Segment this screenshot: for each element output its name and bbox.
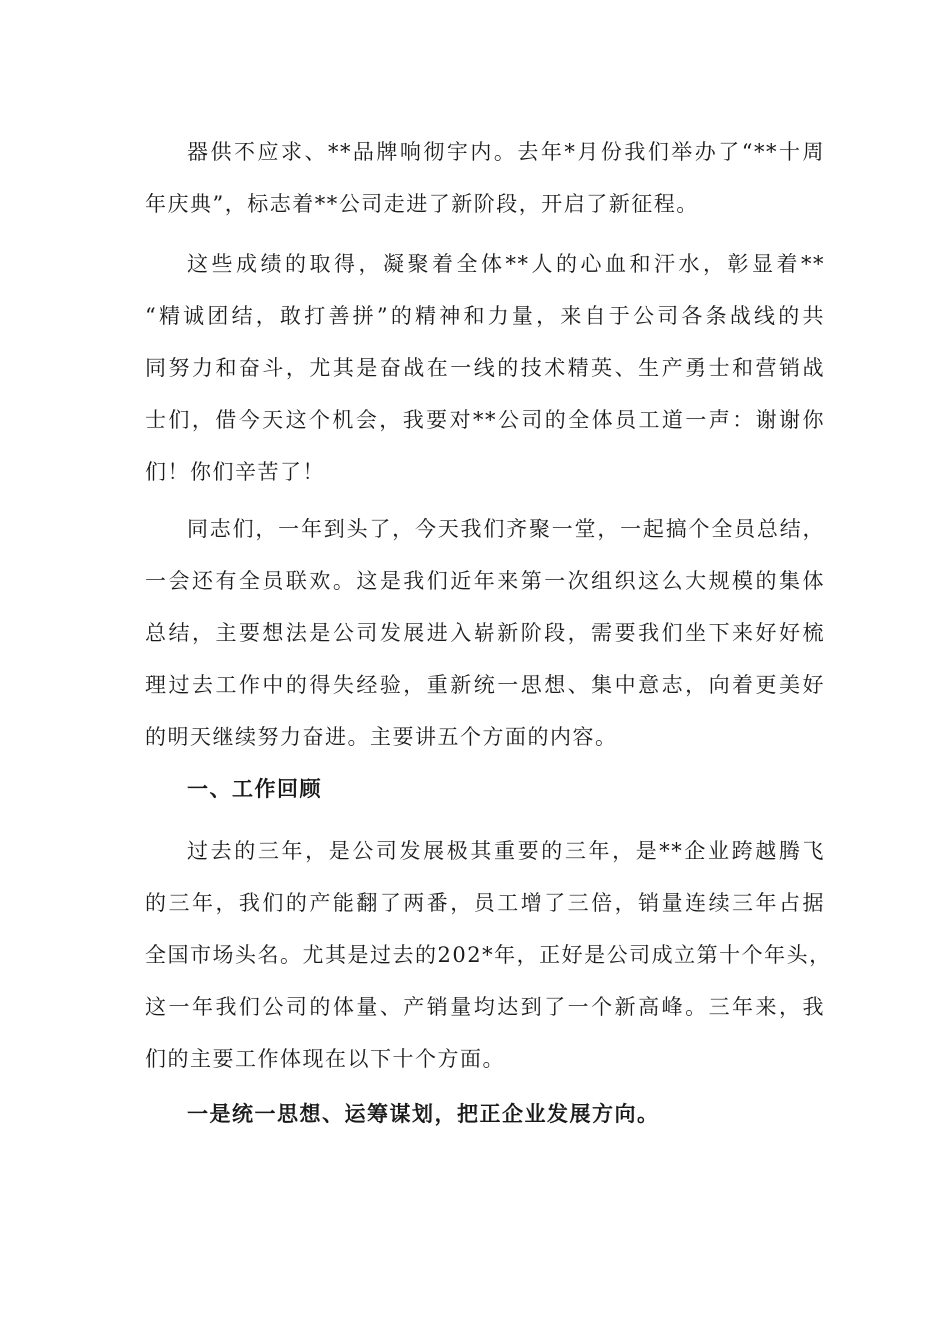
paragraph-achievements <box>145 238 825 498</box>
text-line: 这些成绩的取得，凝聚着全体**人的心血和汗水，彰显着** <box>187 252 825 276</box>
text-line: 器供不应求、**品牌响彻宇内。去年*月份我们举办了“**十周 <box>187 140 825 164</box>
text-line: 的明天继续努力奋进。主要讲五个方面的内容。 <box>145 725 618 749</box>
text-line: 们的主要工作体现在以下十个方面。 <box>145 1047 505 1071</box>
heading-text: 一是统一思想、运筹谋划，把正企业发展方向。 <box>187 1101 660 1126</box>
paragraph-continuation <box>145 126 825 230</box>
paragraph-introduction <box>145 503 825 763</box>
text-line: 同志们，一年到头了，今天我们齐聚一堂，一起搞个全员总结， <box>187 517 825 541</box>
text-line: 的三年，我们的产能翻了两番，员工增了三倍，销量连续三年占据 <box>145 891 825 915</box>
text-line: 们！你们辛苦了！ <box>145 460 325 484</box>
text-line: 同努力和奋斗，尤其是奋战在一线的技术精英、生产勇士和营销战 <box>145 356 825 380</box>
section-heading <box>145 763 825 815</box>
text-line: 这一年我们公司的体量、产销量均达到了一个新高峰。三年来，我 <box>145 995 825 1019</box>
text-line: 总结，主要想法是公司发展进入崭新阶段，需要我们坐下来好好梳 <box>145 621 825 645</box>
subsection-heading <box>145 1088 825 1140</box>
text-line: 全国市场头名。尤其是过去的202*年，正好是公司成立第十个年头， <box>145 943 832 967</box>
text-line: 年庆典”，标志着**公司走进了新阶段，开启了新征程。 <box>145 192 699 216</box>
paragraph-review <box>145 825 832 1085</box>
text-line: 理过去工作中的得失经验，重新统一思想、集中意志，向着更美好 <box>145 673 825 697</box>
heading-text: 一、工作回顾 <box>187 776 322 801</box>
text-line: 过去的三年，是公司发展极其重要的三年，是**企业跨越腾飞 <box>187 839 825 863</box>
text-line: “精诚团结，敢打善拼”的精神和力量，来自于公司各条战线的共 <box>145 304 825 328</box>
text-line: 一会还有全员联欢。这是我们近年来第一次组织这么大规模的集体 <box>145 569 825 593</box>
text-line: 士们，借今天这个机会，我要对**公司的全体员工道一声：谢谢你 <box>145 408 825 432</box>
